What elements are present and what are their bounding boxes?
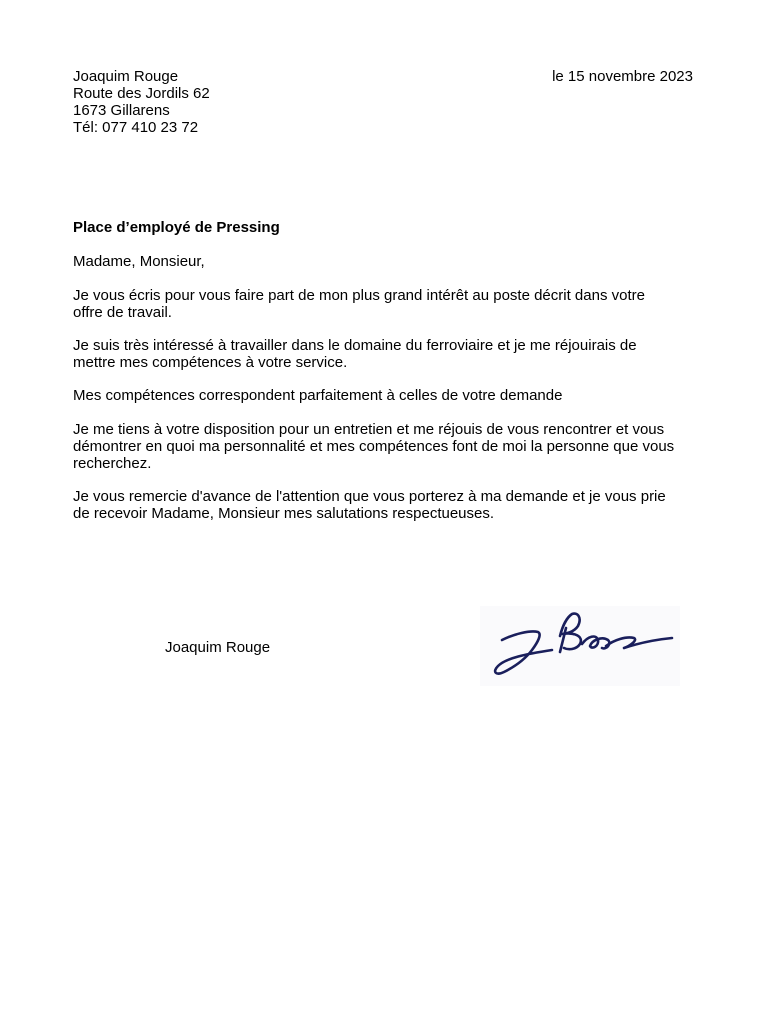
paragraph-line: de recevoir Madame, Monsieur mes salutations respectueuses.: [73, 505, 495, 522]
paragraph-line: mettre mes compétences à votre service.: [73, 354, 348, 371]
paragraph-line: démontrer en quoi ma personnalité et mes compétences font de moi la personne que vous: [73, 438, 675, 455]
paragraph-line: Je vous écris pour vous faire part de mon plus grand intérêt au poste décrit dans votre: [73, 287, 645, 304]
closing-signer-name: Joaquim Rouge: [165, 639, 271, 656]
paragraph-line: Je me tiens à votre disposition pour un entretien et me réjouis de vous rencontrer et vous: [73, 421, 665, 438]
letter-date: le 15 novembre 2023: [552, 68, 693, 85]
paragraph-line: Mes compétences correspondent parfaitement à celles de votre demande: [73, 387, 563, 404]
sender-street: Route des Jordils 62: [73, 85, 210, 102]
paragraph-line: recherchez.: [73, 455, 152, 472]
paragraph-line: Je suis très intéressé à travailler dans le domaine du ferroviaire et je me réjouirais de: [73, 337, 637, 354]
paragraph-line: Je vous remercie d'avance de l'attention que vous porterez à ma demande et je vous prie: [73, 488, 666, 505]
body-paragraph-2: [73, 337, 703, 371]
sender-address-block: [73, 68, 210, 136]
sender-city: 1673 Gillarens: [73, 102, 170, 119]
body-paragraph-5: [73, 488, 703, 522]
body-paragraph-3: [73, 387, 703, 404]
letter-subject: Place d’employé de Pressing: [73, 219, 280, 236]
paragraph-line: offre de travail.: [73, 304, 172, 321]
sender-phone: Tél: 077 410 23 72: [73, 119, 199, 136]
handwritten-signature-icon: [480, 606, 680, 686]
sender-name: Joaquim Rouge: [73, 68, 179, 85]
body-paragraph-4: [73, 421, 703, 472]
salutation: Madame, Monsieur,: [73, 253, 205, 270]
body-paragraph-1: [73, 287, 703, 321]
